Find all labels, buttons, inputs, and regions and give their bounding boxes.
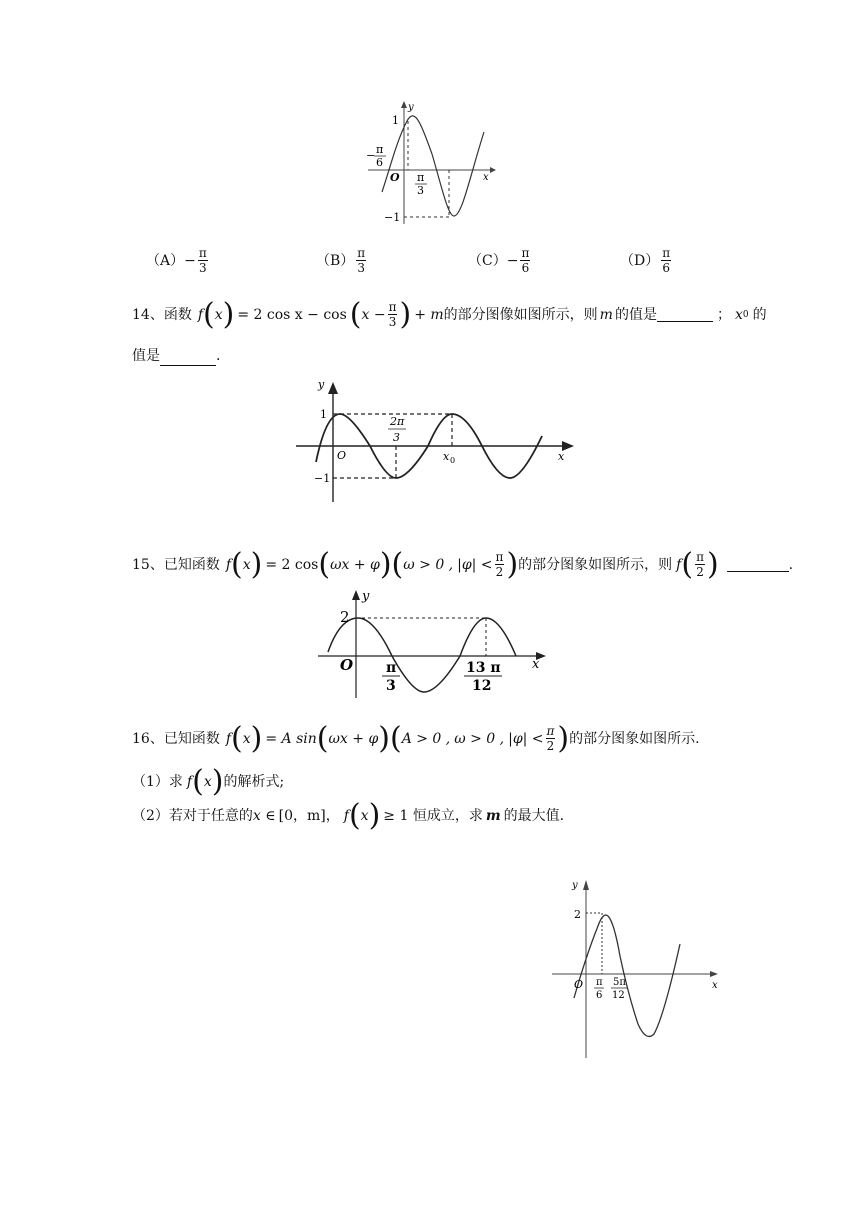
option-label: （B） (316, 252, 355, 269)
q14-blank-m[interactable] (657, 307, 713, 322)
option-label: （A） (146, 252, 185, 269)
q16-x-label: x (712, 980, 718, 991)
option-label: （C） (468, 252, 507, 269)
q16-tick1-num: π (596, 977, 603, 988)
q13-x-label: x (483, 172, 489, 183)
option-fraction: $\frac{\pi}{3}$ (198, 246, 207, 275)
q14-stem: 14、函数 f ( x ) = 2 cos x − cos ( x − $\frac{\pi}{3}$ ) + m 的部分图像如图所示，则 m 的值是 ； x 0 的 (132, 296, 767, 332)
q14-graph (290, 376, 580, 506)
q13-option-a[interactable] (146, 246, 210, 275)
q15-tick1-den: 3 (386, 678, 396, 694)
q16-graph (548, 876, 728, 1062)
q13-curve (382, 116, 484, 216)
q13-x-mid-num: π (417, 171, 425, 184)
option-fraction: $\frac{\pi}{6}$ (662, 246, 671, 275)
option-sign: − (506, 252, 519, 269)
q14-tick-num: 2π (390, 415, 405, 428)
q15-blank[interactable] (727, 557, 789, 572)
q13-graph (360, 96, 500, 230)
q16-y-top-label: 2 (574, 908, 581, 921)
q16-curve (574, 915, 680, 1036)
option-sign: − (184, 252, 196, 269)
q16-tick2-den: 12 (612, 990, 625, 1001)
q16-sub2: （2）若对于任意的 x ∈ [0，m] ， f ( x ) ≥ 1 恒成立，求 m 的最大值. (132, 798, 565, 833)
q13-x-left-num: π (376, 143, 384, 156)
q13-option-b[interactable] (316, 246, 368, 275)
q14-x-label: x (558, 450, 565, 463)
q16-tick2-num: 5π (613, 977, 626, 988)
q15-tick2-den: 12 (472, 678, 492, 694)
q15-y-top-label: 2 (340, 608, 350, 626)
q14-origin-label: O (337, 449, 347, 462)
q13-x-mid-den: 3 (417, 184, 424, 197)
q13-x-left-den: 6 (376, 156, 383, 169)
option-fraction: $\frac{\pi}{3}$ (357, 246, 366, 275)
q15-tick1-num: π (386, 660, 397, 676)
q14-y-bottom-label: −1 (314, 472, 331, 485)
q16-y-label: y (572, 880, 578, 891)
q13-y-label: y (408, 102, 414, 113)
q13-y-bottom-label: −1 (384, 211, 401, 224)
q15-tick2-num: 13 π (466, 660, 501, 676)
q15-x-label: x (532, 657, 540, 672)
q14-x0-label: x (443, 450, 450, 463)
q14-tick-den: 3 (393, 431, 400, 444)
option-fraction: $\frac{\pi}{6}$ (521, 246, 530, 275)
q15-stem: 15、已知函数 f ( x ) = 2 cos ( ωx + φ ) ( ω > 0 , |φ| < $\frac{\pi}{2}$ ) 的部分图象如图所示，则 f ( $\frac{\pi}{2}$ ) . (132, 546, 794, 582)
q15-graph (314, 588, 554, 700)
q16-origin-label: O (574, 978, 584, 991)
q14-y-top-label: 1 (320, 408, 327, 421)
q16-sub1: （1）求 f ( x ) 的解析式; (132, 764, 285, 799)
q15-origin-label: O (340, 656, 354, 674)
q16-tick1-den: 6 (596, 990, 603, 1001)
q13-y-top-label: 1 (392, 114, 399, 127)
q14-line2: 值是 . (132, 348, 221, 364)
q13-option-d[interactable] (620, 246, 673, 275)
q16-stem: 16、已知函数 f ( x ) = A sin ( ωx + φ ) ( A > 0 , ω > 0 , |φ| < $\frac{\pi}{2}$ ) 的部分图象如图所示. (132, 720, 700, 756)
q14-y-label: y (318, 378, 325, 391)
option-label: （D） (620, 252, 660, 269)
q13-option-c[interactable] (468, 246, 532, 275)
q15-y-label: y (362, 589, 370, 604)
q14-x0-sub: 0 (450, 456, 456, 465)
q13-origin-label: O (390, 171, 400, 184)
q13-x-left-sign: − (366, 149, 376, 162)
q14-blank-x0[interactable] (160, 351, 216, 366)
